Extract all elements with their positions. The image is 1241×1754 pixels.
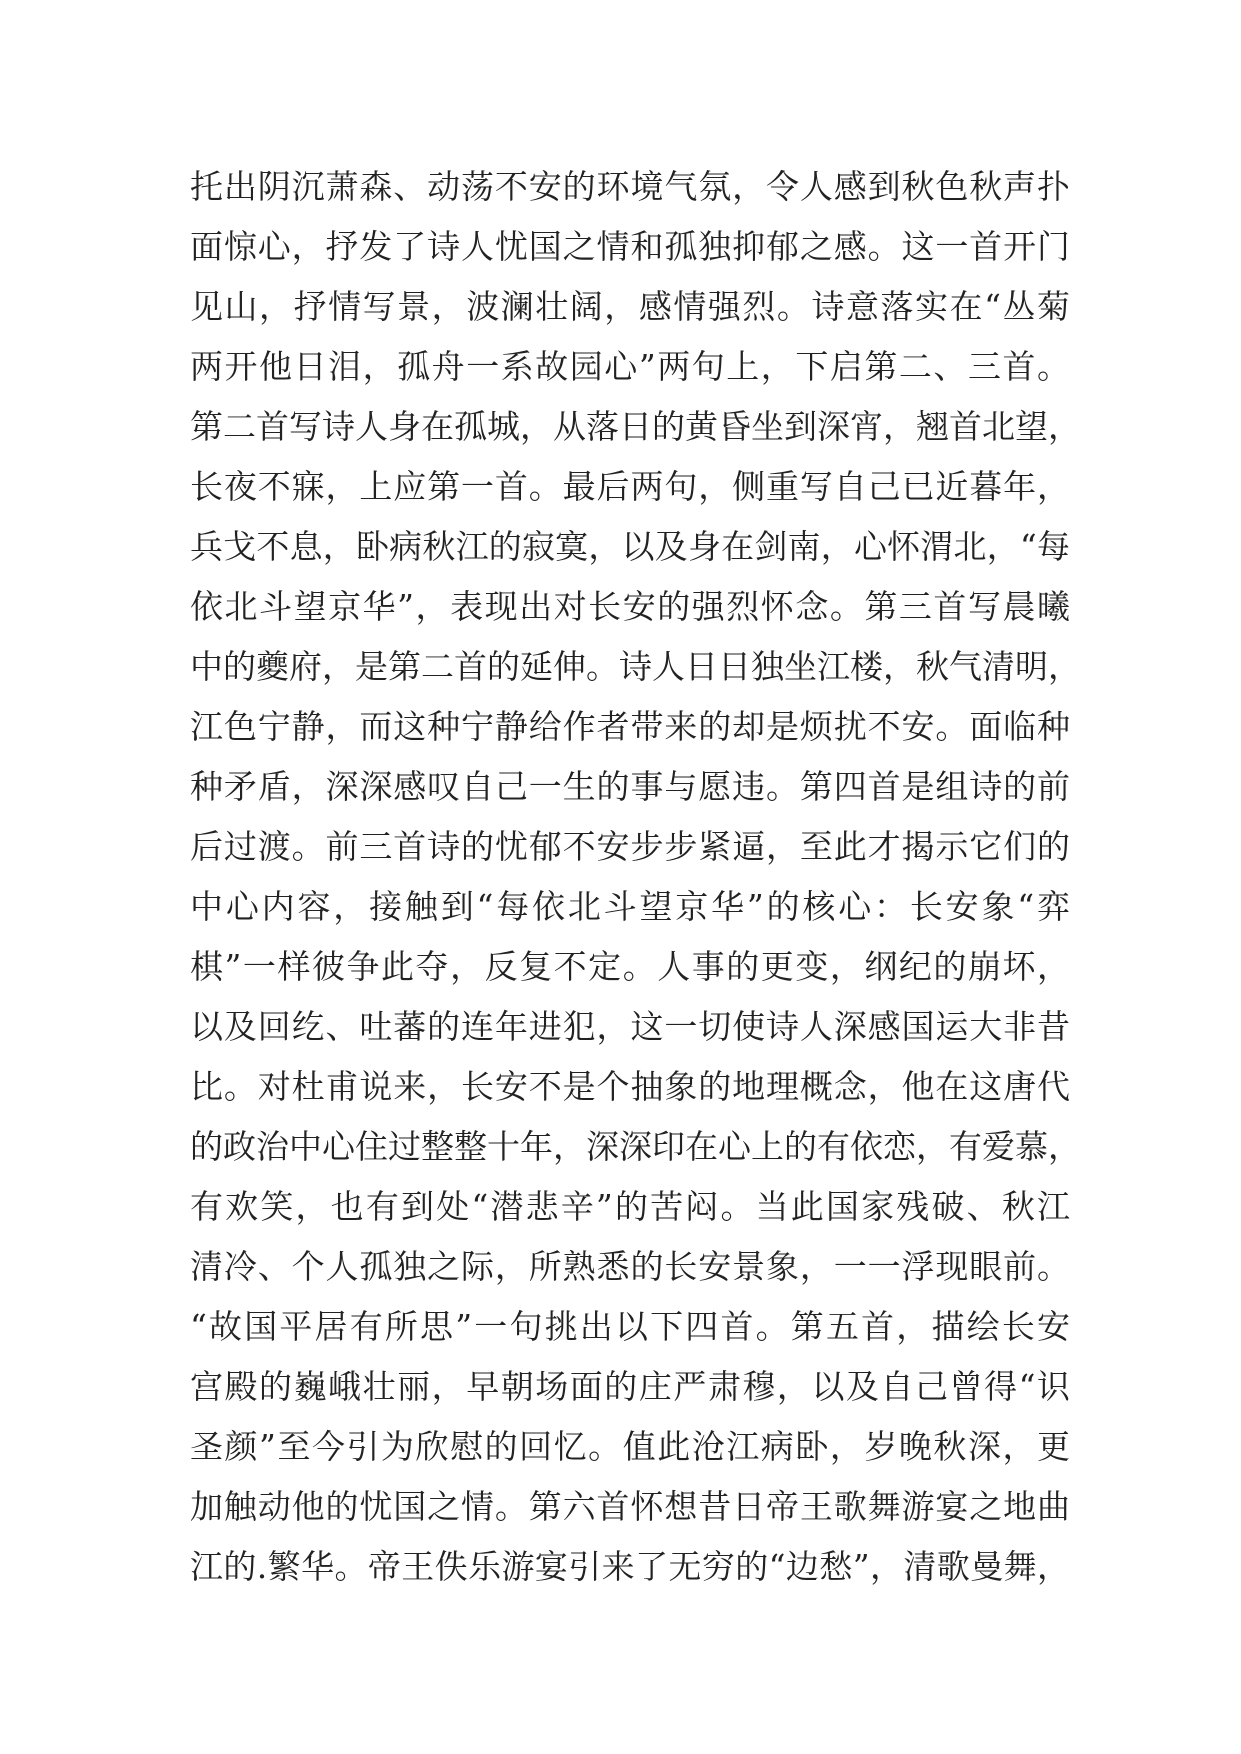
text-line: 托出阴沉萧森、动荡不安的环境气氛，令人感到秋色秋声扑 — [190, 167, 1070, 206]
text-line: 第二首写诗人身在孤城，从落日的黄昏坐到深宵，翘首北望， — [190, 407, 1081, 446]
text-line: 江色宁静，而这种宁静给作者带来的却是烦扰不安。面临种 — [190, 707, 1070, 746]
text-line: 面惊心，抒发了诗人忧国之情和孤独抑郁之感。这一首开门 — [190, 227, 1070, 266]
text-line: 见山，抒情写景，波澜壮阔，感情强烈。诗意落实在“丛菊 — [190, 287, 1070, 326]
text-line: 种矛盾，深深感叹自己一生的事与愿违。第四首是组诗的前 — [190, 767, 1070, 806]
text-line: 清冷、个人孤独之际，所熟悉的长安景象，一一浮现眼前。 — [190, 1247, 1070, 1286]
text-line: 宫殿的巍峨壮丽，早朝场面的庄严肃穆，以及自己曾得“识 — [190, 1367, 1070, 1406]
text-line: 两开他日泪，孤舟一系故园心”两句上，下启第二、三首。 — [190, 347, 1070, 386]
text-line: 比。对杜甫说来，长安不是个抽象的地理概念，他在这唐代 — [190, 1067, 1070, 1106]
text-line: 江的.繁华。帝王佚乐游宴引来了无穷的“边愁”，清歌曼舞， — [190, 1547, 1070, 1586]
text-line: “故国平居有所思”一句挑出以下四首。第五首，描绘长安 — [190, 1307, 1070, 1346]
text-line: 中心内容，接触到“每依北斗望京华”的核心：长安象“弈 — [190, 887, 1070, 926]
text-line: 加触动他的忧国之情。第六首怀想昔日帝王歌舞游宴之地曲 — [190, 1487, 1070, 1526]
text-line: 以及回纥、吐蕃的连年进犯，这一切使诗人深感国运大非昔 — [190, 1007, 1070, 1046]
text-line: 长夜不寐，上应第一首。最后两句，侧重写自己已近暮年， — [190, 467, 1070, 506]
text-line: 圣颜”至今引为欣慰的回忆。值此沧江病卧，岁晚秋深，更 — [190, 1427, 1070, 1466]
body-text — [190, 157, 1081, 1597]
text-line: 兵戈不息，卧病秋江的寂寞，以及身在剑南，心怀渭北，“每 — [190, 527, 1070, 566]
text-line: 中的夔府，是第二首的延伸。诗人日日独坐江楼，秋气清明， — [190, 647, 1081, 686]
text-line: 后过渡。前三首诗的忧郁不安步步紧逼，至此才揭示它们的 — [190, 827, 1070, 866]
text-line: 棋”一样彼争此夺，反复不定。人事的更变，纲纪的崩坏， — [190, 947, 1070, 986]
text-line: 的政治中心住过整整十年，深深印在心上的有依恋，有爱慕， — [190, 1127, 1081, 1166]
text-line: 依北斗望京华”，表现出对长安的强烈怀念。第三首写晨曦 — [190, 587, 1070, 626]
text-line: 有欢笑，也有到处“潜悲辛”的苦闷。当此国家残破、秋江 — [190, 1187, 1070, 1226]
